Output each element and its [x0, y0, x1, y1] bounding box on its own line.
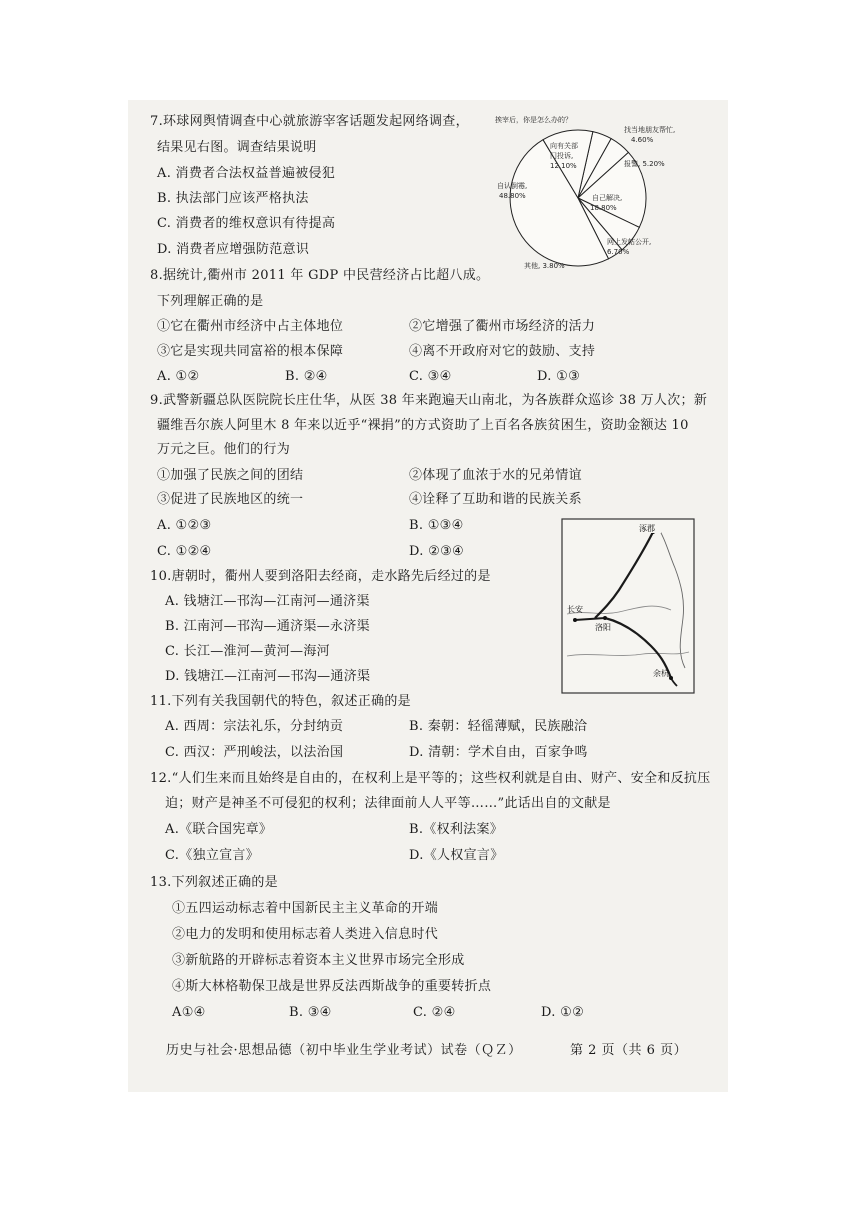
pie-title: 挨宰后，你是怎么办的？ — [495, 116, 572, 124]
q11-option-d: D. 清朝：学术自由，百家争鸣 — [409, 745, 588, 760]
footer-page-number: 第 2 页（共 6 页） — [570, 1043, 688, 1058]
q13-item-2: ②电力的发明和使用标志着人类进入信息时代 — [172, 927, 439, 942]
pie-value-friend: 4.60% — [631, 136, 654, 144]
q11-option-b: B. 秦朝：轻徭薄赋，民族融洽 — [409, 719, 588, 734]
q8-item-4: ④离不开政府对它的鼓励、支持 — [409, 344, 596, 359]
footer-title: 历史与社会·思想品德（初中毕业生学业考试）试卷（ＱＺ） — [166, 1043, 522, 1058]
q9-item-3: ③促进了民族地区的统一 — [157, 492, 304, 507]
q9-stem-line1: 9.武警新疆总队医院院长庄仕华，从医 38 年来跑遍天山南北，为各族群众巡诊 38 万人次；新 — [150, 393, 708, 408]
q7-option-c: C. 消费者的维权意识有待提高 — [157, 216, 336, 231]
q8-option-c: C. ③④ — [409, 369, 452, 384]
q10-option-c: C. 长江—淮河—黄河—海河 — [165, 644, 330, 659]
q9-option-d: D. ②③④ — [409, 544, 464, 559]
pie-chart — [494, 112, 694, 272]
q7-stem-line1: 7.环球网舆情调查中心就旅游宰客话题发起网络调查， — [150, 114, 469, 129]
q7-option-d: D. 消费者应增强防范意识 — [157, 242, 310, 257]
q7-stem-line2: 结果见右图。调查结果说明 — [157, 140, 317, 155]
q13-option-a: A①④ — [172, 1005, 206, 1020]
map-label-yuhang: 余杭 — [653, 669, 669, 678]
changan-marker — [573, 618, 577, 622]
pie-label-friend: 找当地朋友帮忙, — [624, 126, 676, 134]
q8-item-2: ②它增强了衢州市场经济的活力 — [409, 319, 596, 334]
q10-stem: 10.唐朝时，衢州人要到洛阳去经商，走水路先后经过的是 — [150, 569, 491, 584]
q12-option-a: A.《联合国宪章》 — [165, 822, 273, 837]
q13-stem: 13.下列叙述正确的是 — [150, 875, 278, 890]
q8-item-1: ①它在衢州市经济中占主体地位 — [157, 319, 344, 334]
q13-option-c: C. ②④ — [413, 1005, 456, 1020]
q12-option-c: C.《独立宣言》 — [165, 848, 260, 863]
pie-value-complain: 12.10% — [550, 162, 577, 170]
q8-option-b: B. ②④ — [285, 369, 328, 384]
q8-stem-line2: 下列理解正确的是 — [157, 294, 264, 309]
q13-option-b: B. ③④ — [289, 1005, 332, 1020]
q9-item-1: ①加强了民族之间的团结 — [157, 468, 304, 483]
q11-option-a: A. 西周：宗法礼乐，分封纳贡 — [165, 719, 344, 734]
q12-stem-line2: 迫；财产是神圣不可侵犯的权利；法律面前人人平等……”此话出自的文献是 — [165, 796, 611, 811]
yuhang-marker — [669, 676, 673, 680]
grand-canal-map — [561, 518, 695, 694]
q10-option-d: D. 钱塘江—江南河—邗沟—通济渠 — [165, 669, 371, 684]
q13-item-1: ①五四运动标志着中国新民主主义革命的开端 — [172, 901, 439, 916]
q12-option-b: B.《权利法案》 — [409, 822, 504, 837]
map-label-changan: 长安 — [567, 605, 583, 614]
q9-stem-line3: 万元之巨。他们的行为 — [157, 442, 291, 457]
q13-item-3: ③新航路的开辟标志着资本主义世界市场完全形成 — [172, 953, 465, 968]
q13-option-d: D. ①② — [541, 1005, 585, 1020]
q9-option-c: C. ①②④ — [157, 544, 212, 559]
q13-item-4: ④斯大林格勒保卫战是世界反法西斯战争的重要转折点 — [172, 979, 492, 994]
q9-stem-line2: 疆维吾尔族人阿里木 8 年来以近乎“裸捐”的方式资助了上百名各族贫困生，资助金额达 10 — [157, 418, 689, 433]
pie-label-unlucky: 自认倒霉, — [497, 182, 528, 190]
pie-label-complain-2: 门投诉, — [550, 152, 574, 160]
q11-stem: 11.下列有关我国朝代的特色，叙述正确的是 — [150, 694, 411, 709]
pie-value-online: 6.70% — [607, 248, 630, 256]
q9-item-4: ④诠释了互助和谐的民族关系 — [409, 492, 582, 507]
q11-option-c: C. 西汉：严刑峻法，以法治国 — [165, 745, 344, 760]
pie-label-self: 自己解决, — [592, 194, 623, 202]
q7-option-b: B. 执法部门应该严格执法 — [157, 191, 309, 206]
q10-option-a: A. 钱塘江—邗沟—江南河—通济渠 — [165, 594, 370, 609]
q9-option-b: B. ①③④ — [409, 518, 464, 533]
map-label-zhuojun: 涿郡 — [639, 524, 655, 533]
q10-option-b: B. 江南河—邗沟—通济渠—永济渠 — [165, 619, 370, 634]
pie-value-self: 18.80% — [590, 204, 617, 212]
q9-item-2: ②体现了血浓于水的兄弟情谊 — [409, 468, 582, 483]
luoyang-marker — [603, 616, 607, 620]
q8-stem-line1: 8.据统计,衢州市 2011 年 GDP 中民营经济占比超八成。 — [150, 268, 490, 283]
q9-option-a: A. ①②③ — [157, 518, 212, 533]
pie-label-online: 网上发帖公开, — [607, 238, 652, 246]
q8-option-a: A. ①② — [157, 369, 200, 384]
map-label-luoyang: 洛阳 — [595, 623, 611, 632]
pie-label-other: 其他, 3.80% — [524, 262, 565, 270]
pie-label-complain-1: 向有关部 — [550, 142, 578, 150]
q7-option-a: A. 消费者合法权益普遍被侵犯 — [157, 166, 336, 181]
q8-item-3: ③它是实现共同富裕的根本保障 — [157, 344, 344, 359]
pie-value-unlucky: 48.80% — [499, 192, 526, 200]
q12-option-d: D.《人权宣言》 — [409, 848, 504, 863]
q8-option-d: D. ①③ — [537, 369, 581, 384]
q12-stem-line1: 12.“人们生来而且始终是自由的，在权利上是平等的；这些权利就是自由、财产、安全和反抗压 — [150, 771, 711, 786]
pie-label-police: 报警, 5.20% — [624, 160, 665, 168]
